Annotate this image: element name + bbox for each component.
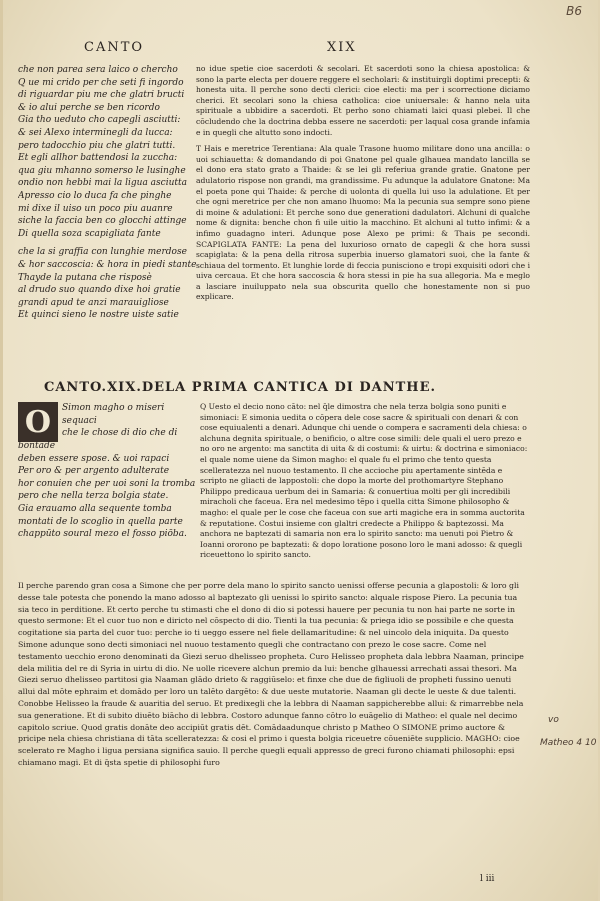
verse-line: qua giu mhanno somerso le lusinghe	[18, 165, 186, 176]
verse-line: Gia tho ueduto cho capegli asciutti:	[18, 115, 181, 126]
verse-line: deben essere spose. & uoi rapaci	[18, 453, 170, 464]
running-head-left: CANTO	[84, 40, 145, 55]
commentary-column-2	[200, 402, 530, 561]
verse-line: Et quinci sieno le nostre uiste satie	[18, 310, 179, 321]
verse-column-2	[62, 402, 196, 440]
verse-line: montati de lo scoglio in quella parte	[18, 516, 183, 527]
verse-line: mi dixe il uiso un poco piu auanre	[18, 203, 173, 214]
verse-column-2b	[18, 440, 196, 541]
commentary-paragraph: Il perche parendo gran cosa a Simone che per porre dela mano lo spirito sancto uenissi offerse pecunia a glapostoli: & loro gli desse tale potesta che ponendo la mano adosso al baptezato gli uenissi lo spirito sancto: alquale rispose Piero. La pecunia tua sia teco in perditione. Et certo perche tu stimasti che el dono di dio si potessi hauere per pecunia tu non hai parte ne sorte in questo sermone: Et el cuor tuo non e diricto nel cōspecto di dio. Tienti la tua pecunia: & priega idio se possibile e che questa cogitatione sia parta del cuor tuo: perche io ti ueggo essere nel fiele dellamaritudine: & nel uincolo dela iniquita. Da questo Simone adunque sono decti simoniaci nel nuouo testamento quegli che contractano con prezo le cose sacre. Come nel testamento uecchio erono denominati da Giezi seruo dhelisseo propheta. Curo Helisseo propheta dala lebbra Naaman, principe dela militia del re di Syria in uirtu di dio. Ne uolle ricevere alchun premio da lui: benche glhauessi arrechati assai thesori. Ma Giezi seruo dhelisseo partitosi gia Naaman glādo drieto & raggiūselo: et finxe che due de figliuoli de propheti fussino uenuti allui dal mōte ephraim et domādo per loro un talēto dargēto: & due ueste mutatorie. Naaman gli decte le ueste & due talenti. Conobbe Helisseo la fraude & auaritia del seruo. Et predixegli che la lebbra di Naaman sappicherebbe allui: & rimarrebbe nela sua generatione. Et di subito diuēto biācho di lebbra. Costoro adunque fanno cōtro lo euāgelio di Matheo: el quale nel decimo capitolo scriue. Quod gratis donāte deo accipiūt gratis dēt. Comādaadunque christo p Matheo O SIMONE primo auctore & pricipe nela chiesa christiana di tāta scelleratezza: & cosi el primo i questa bolgia riceuetre cōueniēte supplicio. MAGHO: cioe scelerato re Magho i ligua persiana significa sauio. Il perche quegli equali appresso de greci furono chiamati philosophi: epsi chiamano magi. Et di q̄sta spetie di philosophi furo	[18, 581, 524, 767]
verse-line: grandi apud te anzi marauigliose	[18, 297, 169, 308]
verse-line: hor conuien che per uoi soni la tromba	[18, 478, 196, 489]
commentary-paragraph: Q Uesto el decio nono cāto: nel q̄le dimostra che nela terza bolgia sono puniti e simoniaci: E simonia uedita o cōpera dele cose sacre & spirituali con denari & con cose equiualenti a denari. Adunque chi uende o compera e sacramenti dela chiesa: o alchuna degnita spirituale, o benificio, o altre cose simili: dele quali el uero prezo e no oro ne argento: ma sanctita di uita & di costumi: & uirtu: & doctrina e simoniaco: el quale nome uiene da Simon magho: el quale fu el primo che tento questa scelleratezza nel nuouo testamento. Il che accioche piu apertamente sintēda e scripto ne gliacti de lappostoli: che dopo la morte del prothomartyre Stephano Philippo predicaua uerbum dei in Samaria: & conuertiua molti per gli incredibili miracholi che faceua. Era nel medesimo tēpo i quella citta Simone philosopho & magho: el quale per le cose che faceua con sue arti magiche era in somma auctorita & reputatione. Costui insieme con glaltri credecte a Philippo & baptezossi. Ma anchora ne baptezati di samaria non era lo spirito sancto: ma uenuti poi Pietro & Ioanni ororono pe baptezati: & dopo loratione posono loro le mani adosso: & quegli riceuettono lo spirito sancto.	[200, 402, 528, 560]
verse-line: Simon magho o miseri	[62, 403, 165, 413]
verse-line: & sei Alexo interminegli da lucca:	[18, 127, 173, 138]
verse-line: Thayde la putana che risposè	[18, 272, 152, 283]
verse-line: pero tadocchio piu che glatri tutti.	[18, 140, 176, 151]
signature-mark: l iii	[480, 874, 495, 884]
verse-line: bontade	[18, 441, 56, 451]
decorated-initial: O	[18, 402, 58, 442]
verse-line: siche la faccia ben co glocchi attinge	[18, 216, 187, 227]
verse-column	[18, 64, 196, 322]
verse-line: Et egli allhor battendosi la zuccha:	[18, 153, 178, 164]
commentary-column	[196, 64, 530, 303]
verse-line: ondio non hebbi mai la ligua asciutta	[18, 178, 187, 189]
canto-heading: CANTO.XIX.DELA PRIMA CANTICA DI DANTHE.	[44, 380, 436, 395]
verse-line: chappūto soural mezo el fosso piōba.	[18, 529, 187, 540]
margin-annotation-top: B6	[566, 4, 582, 18]
verse-line: di riguardar piu me che glatri bructi	[18, 90, 185, 101]
verse-line: che non parea sera laico o chercho	[18, 65, 178, 75]
verse-line: & hor saccoscia: & hora in piedi stante	[18, 259, 196, 270]
verse-line: Gia erauamo alla sequente tomba	[18, 503, 172, 514]
verse-line: Per oro & per argento adulterate	[18, 466, 170, 477]
running-head-right: XIX	[327, 40, 357, 55]
verse-line: Di quella soza scapigliata fante	[18, 228, 161, 239]
commentary-full-width	[18, 580, 530, 769]
verse-line: sequaci	[62, 415, 97, 426]
verse-line: pero che nella terza bolgia state.	[18, 491, 169, 502]
verse-line: che le chose di dio che di	[62, 428, 178, 439]
margin-note: Matheo 4 10	[540, 738, 597, 748]
commentary-paragraph: no idue spetie cioe sacerdoti & secolari. Et sacerdoti sono la chiesa apostolica: & sono la parte electa per douere reggere el secholari: & instituirgli doptimi precepti: & honesta uita. Il perche sono decti clerici: cioe electi: ma per i scorrectione diciamo cherici. Et secolari sono la chiesa catholica: cioe uniuersale: & hanno nela uita spirituale a ubbidire a sacerdoti. Et perho sono chiamati laici quasi plebei. Il che cōcludendo che la doctrina debba essere ne sacerdoti: per laqual cosa grande infamia e in quegli che altutto sono indocti.	[196, 64, 530, 137]
commentary-paragraph: T Hais e meretrice Terentiana: Ala quale Trasone huomo militare dono una ancilla: o uoi schiauetta: & domandando di poi Gnatone pel quale glhauea mandato lancilla se el dono era stato grato a Thaide: & se lei gli referiua grande gratie. Gnatone per adulatorio rispose non grandi, ma grandissime. Fu adunque la adulatore Gnatone: Ma el poeta pone qui Thaide: & perche di uolonta di quella lui uso la adulatione. Et per che ogni meretrice per che non amano lhuomo: Ma la pecunia sua sempre sono piene di moine & adulationi: Et perche sono due generationi dadulatori. Alchuni di qualche nome & dignita: benche chon fi uile uitio la macchino. Et alchuni al tutto infimi: & a infimo guadagno interi. Adunque pose Alexo pe primi: & Thais pe secondi. SCAPIGLATA FANTE: La pena del luxurioso ornato de capegli & che hora sussi scapiglata: & la pena della ritrosa superbia inuerso glamatori suoi, che la fante & schiaua del tormento. Et lunghie lorde di feccia punisciono e tropi exquisiti odori che i uiva cercaua. Et che hora saccoscia & hora stessi in pie ha sua allegoria. Ma e meglo a lasciare inuiluppato nela sua obscurita quello che honestamente non si puo explicare.	[196, 144, 530, 302]
verse-line: che la si graffia con lunghie merdose	[18, 247, 187, 258]
verse-line: Q ue mi crido per che seti fi ingordo	[18, 77, 184, 88]
margin-note: vo	[548, 715, 559, 725]
verse-line: & io alui perche se ben ricordo	[18, 102, 160, 113]
verse-line: Apresso cio lo duca fa che pinghe	[18, 190, 172, 201]
verse-line: al drudo suo quando dixe hoi gratie	[18, 285, 181, 296]
